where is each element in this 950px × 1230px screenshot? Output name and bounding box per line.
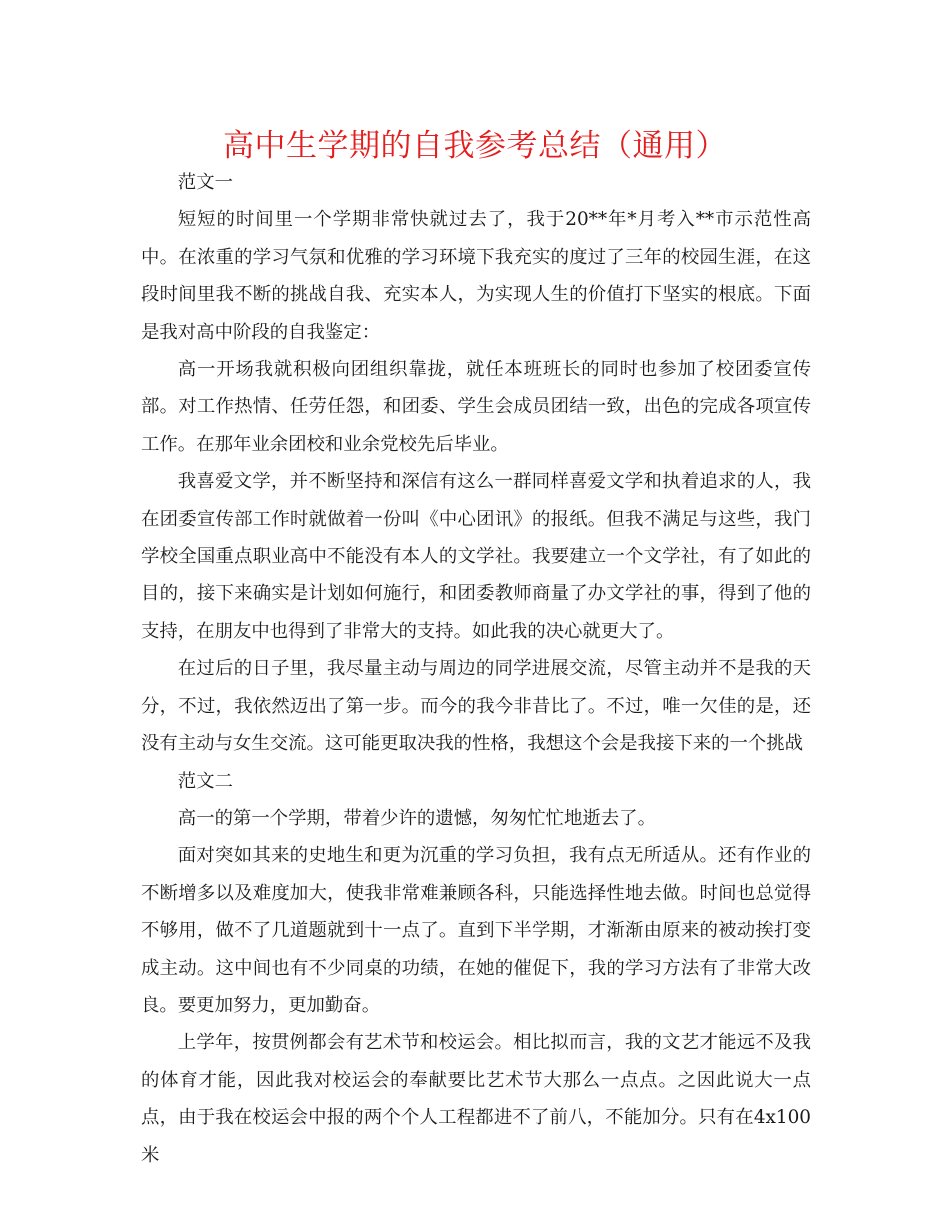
section-label: 范文一 [177, 172, 233, 193]
section-label: 范文二 [177, 770, 233, 792]
body-paragraph: 我喜爱文学，并不断坚持和深信有这么一群同样喜爱文学和执着追求的人，我在团委宣传部工作时就做着一份叫《中心团讯》的报纸。但我不满足与这些，我门学校全国重点职业高中不能没有本人的文学社。我要建立一个文学社，有了如此的目的，接下来确实是计划如何施行，和团委教师商量了办文学社的事，得到了他的支持，在朋友中也得到了非常大的支持。如此我的决心就更大了。 [141, 471, 811, 642]
body-paragraph: 上学年，按贯例都会有艺术节和校运会。相比拟而言，我的文艺才能远不及我的体育才能，因此我对校运会的奉献要比艺术节大那么一点点。之因此说大一点点，由于我在校运会中报的两个个人工程都进不了前八，不能加分。只有在4x100米 [141, 1032, 811, 1166]
body-paragraph: 高一开场我就积极向团组织靠拢，就任本班班长的同时也参加了校团委宣传部。对工作热情、任劳任怨，和团委、学生会成员团结一致，出色的完成各项宣传工作。在那年业余团校和业余党校先后毕业。 [141, 359, 811, 455]
body-paragraph: 在过后的日子里，我尽量主动与周边的同学进展交流，尽管主动并不是我的天分，不过，我依然迈出了第一步。而今的我今非昔比了。不过，唯一欠佳的是，还没有主动与女生交流。这可能更取决我的性格，我想这个会是我接下来的一个挑战 [141, 658, 811, 755]
document-title: 高中生学期的自我参考总结（通用） [223, 128, 727, 164]
body-paragraph: 高一的第一个学期，带着少许的遗憾，匆匆忙忙地逝去了。 [177, 807, 656, 829]
document-body [141, 164, 811, 1174]
body-paragraph: 面对突如其来的史地生和更为沉重的学习负担，我有点无所适从。还有作业的不断增多以及难度加大，使我非常难兼顾各科，只能选择性地去做。时间也总觉得不够用，做不了几道题就到十一点了。直到下半学期，才渐渐由原来的被动挨打变成主动。这中间也有不少同桌的功绩，在她的催促下，我的学习方法有了非常大改良。要更加努力，更加勤奋。 [141, 845, 811, 1016]
body-paragraph: 短短的时间里一个学期非常快就过去了，我于20**年*月考入**市示范性高中。在浓重的学习气氛和优雅的学习环境下我充实的度过了三年的校园生涯，在这段时间里我不断的挑战自我、充实本人，为实现人生的价值打下坚实的根底。下面是我对高中阶段的自我鉴定： [141, 209, 811, 343]
